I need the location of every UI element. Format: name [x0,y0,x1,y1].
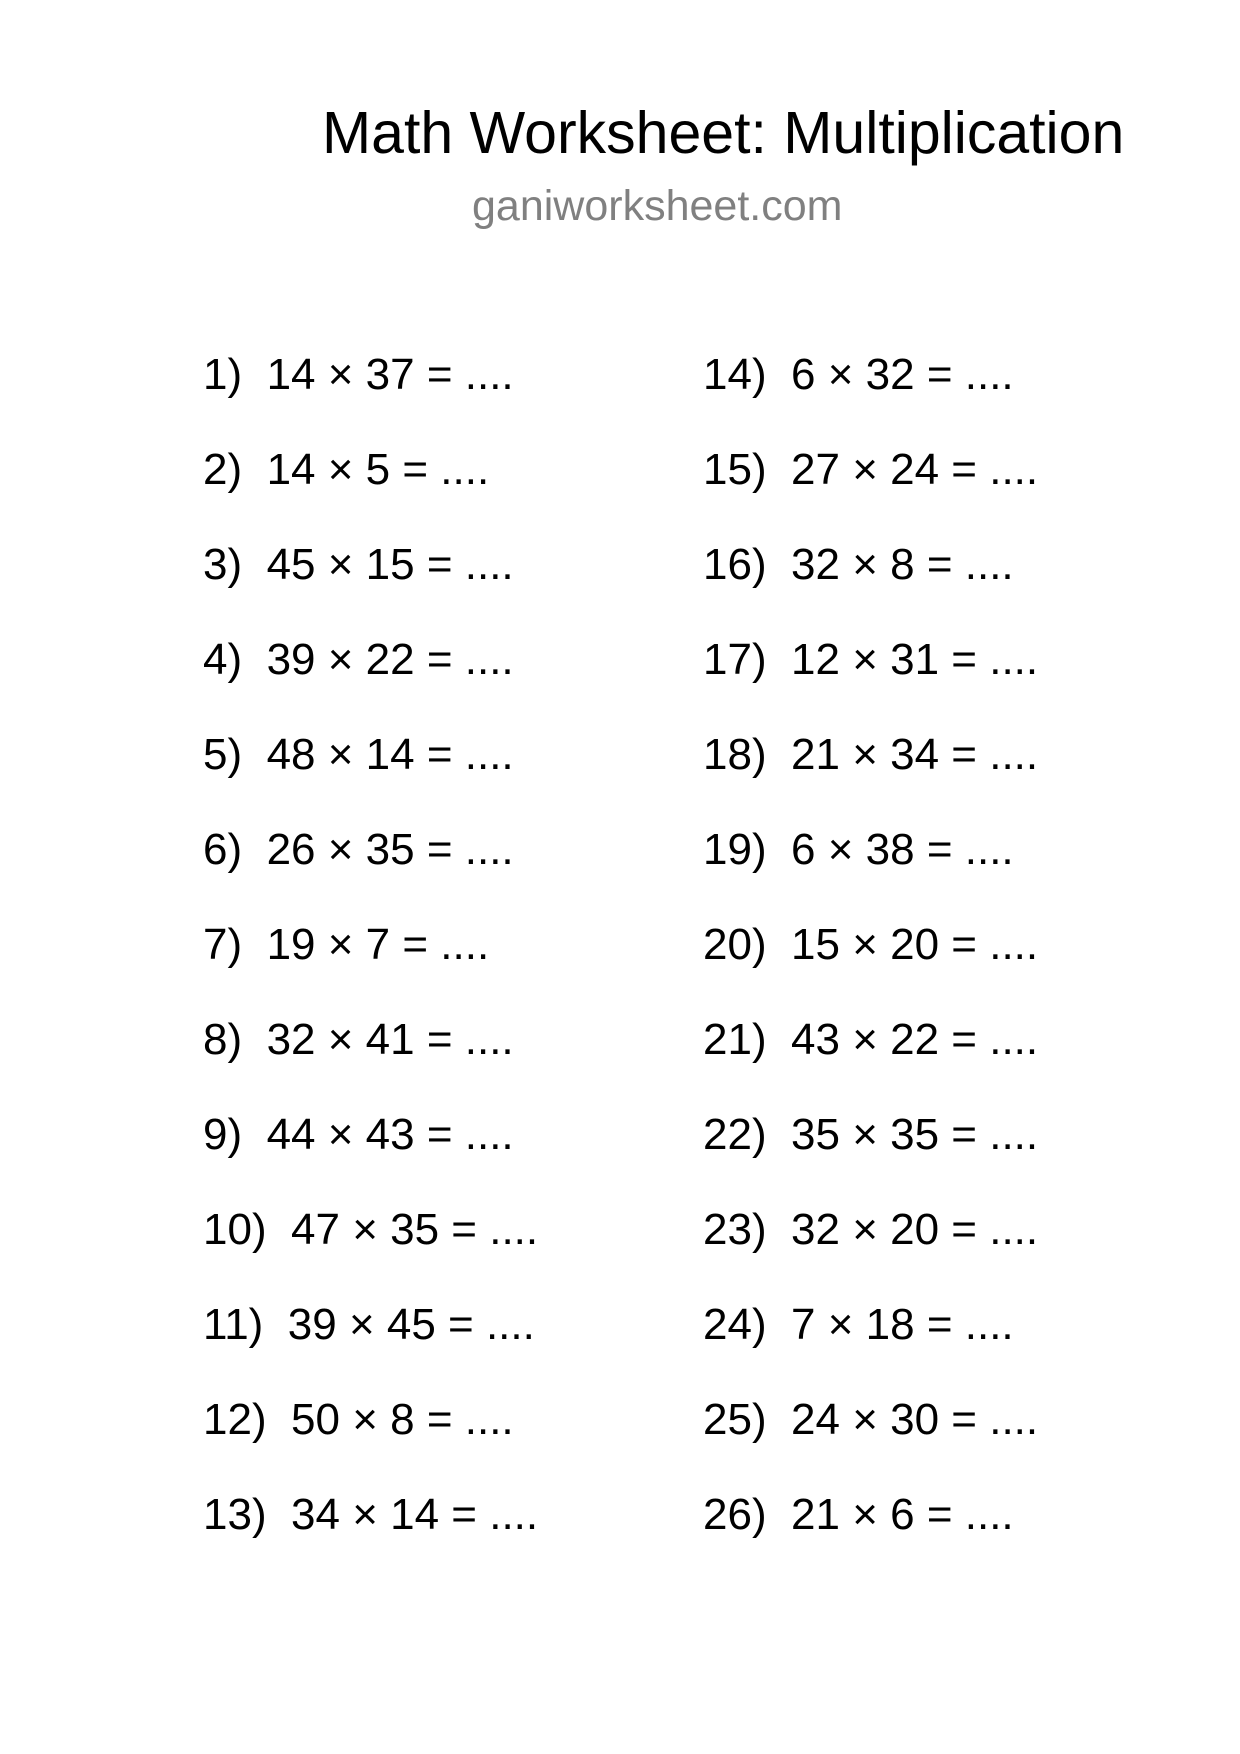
problem-item: 4) 39 × 22 = .... [203,635,514,684]
problem-item: 23) 32 × 20 = .... [703,1205,1039,1254]
problem-item: 19) 6 × 38 = .... [703,825,1014,874]
problem-item: 8) 32 × 41 = .... [203,1015,514,1064]
problem-item: 14) 6 × 32 = .... [703,350,1014,399]
problem-item: 18) 21 × 34 = .... [703,730,1039,779]
problem-item: 10) 47 × 35 = .... [203,1205,539,1254]
problem-item: 7) 19 × 7 = .... [203,920,490,969]
problem-item: 6) 26 × 35 = .... [203,825,514,874]
problem-item: 1) 14 × 37 = .... [203,350,514,399]
problem-item: 15) 27 × 24 = .... [703,445,1039,494]
problem-item: 22) 35 × 35 = .... [703,1110,1039,1159]
problem-item: 26) 21 × 6 = .... [703,1490,1014,1539]
problems-column-left [203,347,538,1582]
problem-item: 16) 32 × 8 = .... [703,540,1014,589]
problem-item: 24) 7 × 18 = .... [703,1300,1014,1349]
website-subtitle: ganiworksheet.com [472,182,843,230]
problem-item: 2) 14 × 5 = .... [203,445,490,494]
problem-item: 5) 48 × 14 = .... [203,730,514,779]
problem-item: 17) 12 × 31 = .... [703,635,1039,684]
problem-item: 13) 34 × 14 = .... [203,1490,539,1539]
problem-item: 20) 15 × 20 = .... [703,920,1039,969]
problem-item: 11) 39 × 45 = .... [203,1300,535,1349]
problem-item: 9) 44 × 43 = .... [203,1110,514,1159]
problem-item: 25) 24 × 30 = .... [703,1395,1039,1444]
problem-item: 21) 43 × 22 = .... [703,1015,1039,1064]
problem-item: 12) 50 × 8 = .... [203,1395,514,1444]
problems-column-right [703,347,1038,1582]
problem-item: 3) 45 × 15 = .... [203,540,514,589]
worksheet-title: Math Worksheet: Multiplication [322,100,1125,166]
